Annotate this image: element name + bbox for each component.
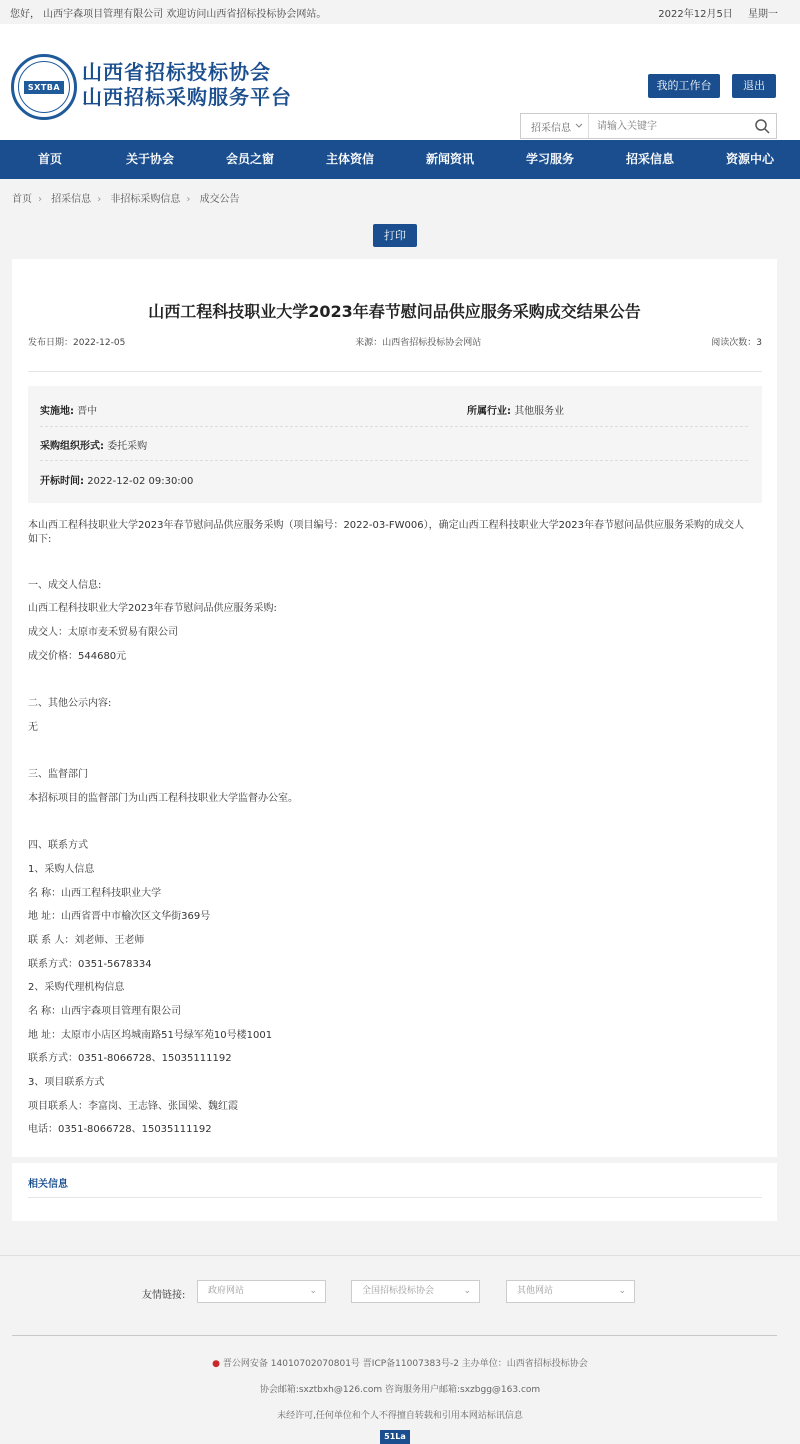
print-button[interactable]: 打印 (373, 224, 417, 247)
breadcrumb-home[interactable]: 首页 (12, 194, 32, 205)
footer-notice: 未经许可,任何单位和个人不得擅自转载和引用本网站标讯信息 (277, 1411, 523, 1421)
site-header (0, 24, 800, 140)
info-row-time (40, 472, 748, 506)
site-logo[interactable] (11, 54, 77, 120)
chevron-down-icon: ⌄ (618, 1286, 626, 1296)
body-paragraph: 地 址：山西省晋中市榆次区文华街369号 (28, 911, 211, 922)
form-value: 委托采购 (107, 441, 148, 452)
body-paragraph: 成交价格：544680元 (28, 651, 127, 662)
info-row-form (40, 437, 748, 471)
related-info-title: 相关信息 (28, 1179, 68, 1190)
body-paragraph: 本山西工程科技职业大学2023年春节慰问品供应服务采购（项目编号：2022-03-FW006），确定山西工程科技职业大学2023年春节慰问品供应服务采购的成交人 (28, 520, 745, 531)
site-title[interactable] (82, 60, 292, 110)
info-panel (28, 386, 762, 503)
footer-emails: 协会邮箱:sxztbxh@126.com 咨询服务用户邮箱:sxzbgg@163.com (259, 1385, 541, 1395)
location-label: 实施地: (40, 406, 74, 417)
industry-value: 其他服务业 (514, 406, 565, 417)
body-paragraph: 成交人：太原市麦禾贸易有限公司 (28, 627, 178, 638)
breadcrumb-non-tender[interactable]: 非招标采购信息 (110, 194, 181, 205)
body-paragraph: 如下: (28, 534, 52, 545)
weekday-text: 星期一 (748, 8, 778, 20)
footer-icp (0, 1356, 800, 1369)
nav-item-learning[interactable]: 学习服务 (525, 152, 574, 166)
publish-date: 发布日期：2022-12-05 (28, 338, 126, 348)
time-value: 2022-12-02 09:30:00 (87, 476, 194, 487)
body-paragraph: 2、采购代理机构信息 (28, 982, 125, 993)
body-paragraph: 1、采购人信息 (28, 864, 95, 875)
breadcrumb-current: 成交公告 (199, 194, 240, 205)
location-value: 晋中 (77, 406, 98, 417)
links-select-government[interactable] (197, 1280, 326, 1303)
time-label: 开标时间: (40, 476, 84, 487)
greeting-text: 您好， 山西宇森项目管理有限公司 欢迎访问山西省招标投标协会网站。 (10, 8, 327, 20)
date-area (646, 5, 778, 20)
info-row-location (40, 402, 748, 436)
form-label: 采购组织形式: (40, 441, 104, 452)
friendly-links-label: 友情链接: (142, 1290, 186, 1301)
article-card (12, 259, 777, 1157)
chevron-right-icon: › (186, 194, 191, 205)
body-paragraph: 项目联系人：李富岗、王志锋、张国梁、魏红霞 (28, 1101, 238, 1112)
workbench-button[interactable]: 我的工作台 (648, 74, 720, 98)
footer-divider (12, 1335, 777, 1336)
body-paragraph: 电话：0351-8066728、15035111192 (28, 1124, 212, 1135)
footer-divider (0, 1255, 800, 1256)
nav-item-news[interactable]: 新闻资讯 (425, 152, 474, 166)
body-paragraph: 无 (28, 722, 38, 733)
site-title-line1: 山西省招标投标协会 (82, 60, 271, 84)
related-info-panel (12, 1163, 777, 1221)
logo-inner-ring (18, 61, 70, 113)
chevron-down-icon (575, 121, 583, 132)
nav-item-members[interactable]: 会员之窗 (225, 152, 274, 166)
body-paragraph: 名 称：山西工程科技职业大学 (28, 888, 162, 899)
divider (28, 1197, 762, 1198)
nav-item-credit[interactable]: 主体资信 (325, 152, 374, 166)
chevron-right-icon: › (97, 194, 102, 205)
breadcrumb-procurement[interactable]: 招采信息 (51, 194, 92, 205)
article-meta (28, 335, 762, 348)
body-paragraph: 二、其他公示内容: (28, 698, 112, 709)
body-paragraph: 四、联系方式 (28, 840, 88, 851)
nav-item-about[interactable]: 关于协会 (125, 152, 174, 166)
chevron-down-icon: ⌄ (309, 1286, 317, 1296)
chevron-right-icon: › (38, 194, 42, 205)
body-paragraph: 联系方式：0351-5678334 (28, 959, 152, 970)
search-input[interactable] (589, 114, 748, 138)
search-category-select[interactable] (521, 114, 589, 138)
body-paragraph: 三、监督部门 (28, 769, 88, 780)
body-paragraph: 联 系 人：刘老师、王老师 (28, 935, 145, 946)
nav-item-home[interactable]: 首页 (37, 152, 62, 166)
chevron-down-icon: ⌄ (463, 1286, 471, 1296)
breadcrumb (12, 190, 240, 205)
article-source: 来源：山西省招标投标协会网站 (355, 338, 482, 348)
nav-item-resources[interactable]: 资源中心 (725, 152, 774, 166)
nav-item-procurement[interactable]: 招采信息 (625, 152, 674, 166)
main-nav (0, 140, 800, 179)
footer-icp-text[interactable]: 晋公网安备 14010702070801号 晋ICP备11007383号-2 主办单位：山西省招标投标协会 (222, 1359, 588, 1369)
links-select-label: 其他网站 (517, 1286, 554, 1296)
logo-band: SXTBA (24, 81, 64, 94)
date-text: 2022年12月5日 (658, 8, 733, 20)
industry-label: 所属行业: (467, 406, 511, 417)
police-badge-icon: ● (212, 1359, 221, 1369)
body-paragraph: 地 址：太原市小店区坞城南路51号绿军苑10号楼1001 (28, 1030, 273, 1041)
links-select-other[interactable] (506, 1280, 635, 1303)
dashed-divider (40, 426, 748, 427)
body-paragraph: 联系方式：0351-8066728、15035111192 (28, 1053, 232, 1064)
links-select-label: 政府网站 (208, 1286, 245, 1296)
search-bar (520, 113, 777, 139)
top-bar (0, 0, 800, 24)
links-select-label: 全国招标投标协会 (362, 1286, 435, 1296)
dashed-divider (40, 460, 748, 461)
body-paragraph: 一、成交人信息: (28, 580, 102, 591)
body-paragraph: 3、项目联系方式 (28, 1077, 105, 1088)
body-paragraph: 本招标项目的监督部门为山西工程科技职业大学监督办公室。 (28, 793, 298, 804)
article-title: 山西工程科技职业大学2023年春节慰问品供应服务采购成交结果公告 (148, 302, 641, 321)
body-paragraph: 山西工程科技职业大学2023年春节慰问品供应服务采购: (28, 603, 277, 614)
stats-badge[interactable]: 51La (380, 1430, 410, 1444)
links-select-association[interactable] (351, 1280, 480, 1303)
divider (28, 371, 762, 372)
logout-button[interactable]: 退出 (732, 74, 776, 98)
search-category-label: 招采信息 (531, 122, 571, 134)
site-title-line2: 山西招标采购服务平台 (82, 85, 292, 109)
search-icon[interactable] (748, 118, 776, 134)
body-paragraph: 名 称：山西宇森项目管理有限公司 (28, 1006, 182, 1017)
view-count: 阅读次数：3 (711, 338, 762, 348)
